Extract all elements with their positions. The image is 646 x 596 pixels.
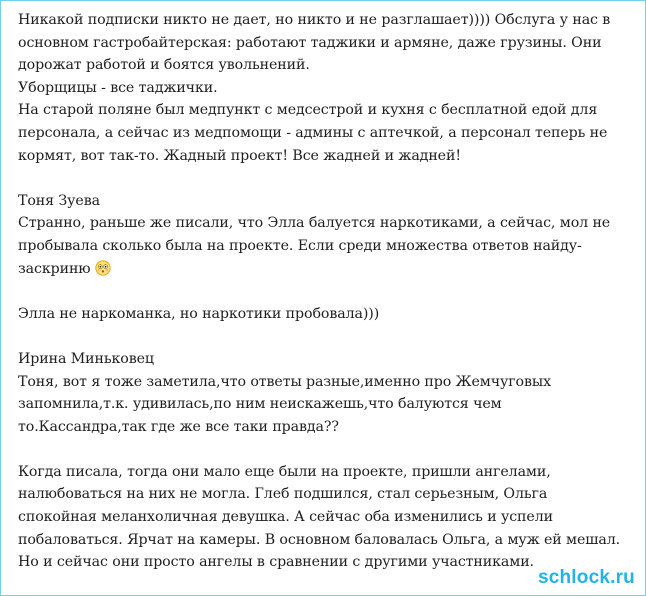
text-line: Но и сейчас они просто ангелы в сравнении с другими участниками.	[18, 554, 534, 571]
author-name: Тоня Зуева	[18, 192, 100, 209]
post-content	[18, 9, 637, 574]
text-line: спокойная меланхоличная девушка. А сейчас оба изменились и успели	[18, 509, 553, 526]
blushing-face-icon	[95, 260, 111, 276]
text-line: На старой поляне был медпункт с медсестрой и кухня с бесплатной едой для	[18, 102, 598, 119]
text-line: персонала, а сейчас из медпомощи - админы с аптечкой, а персонал теперь не	[18, 124, 608, 141]
site-watermark: schlock.ru	[537, 567, 635, 588]
paragraph-gap	[18, 438, 637, 461]
paragraph-gap	[18, 167, 637, 190]
text-line: Уборщицы - все таджички.	[18, 79, 218, 96]
text-line: Элла не наркоманка, но наркотики пробовала)))	[18, 305, 380, 322]
text-line: Странно, раньше же писали, что Элла балуется наркотиками, а сейчас, мол не	[18, 215, 611, 232]
text-line: пробывала сколько была на проекте. Если среди множества ответов найду-	[18, 237, 582, 254]
text-line: то.Кассандра,так где же все таки правда??	[18, 418, 339, 435]
text-line: побаловаться. Ярчат на камеры. В основном баловалась Ольга, а муж ей мешал.	[18, 531, 621, 548]
text-line: Тоня, вот я тоже заметила,что ответы разные,именно про Жемчуговых	[18, 373, 551, 390]
paragraph-gap	[18, 325, 637, 348]
text-line: основном гастробайтерская: работают таджики и армяне, даже грузины. Они	[18, 34, 602, 51]
paragraph-gap	[18, 280, 637, 303]
text-line: Никакой подписки никто не дает, но никто и не разглашает)))) Обслуга у нас в	[18, 12, 611, 28]
text-line: налюбоваться на них не могла. Глеб подшился, стал серьезным, Ольга	[18, 486, 548, 503]
text-line-with-emoji	[18, 258, 637, 281]
text-fragment: заскриню	[18, 260, 91, 277]
text-line: запомнила,т.к. удивилась,по ним неискажешь,что балуются чем	[18, 396, 502, 413]
text-line: кормят, вот так-то. Жадный проект! Все жадней и жадней!	[18, 147, 461, 164]
text-line: дорожат работой и боятся увольнений.	[18, 57, 310, 74]
text-line: Когда писала, тогда они мало еще были на проекте, пришли ангелами,	[18, 463, 551, 480]
author-name: Ирина Миньковец	[18, 350, 154, 367]
